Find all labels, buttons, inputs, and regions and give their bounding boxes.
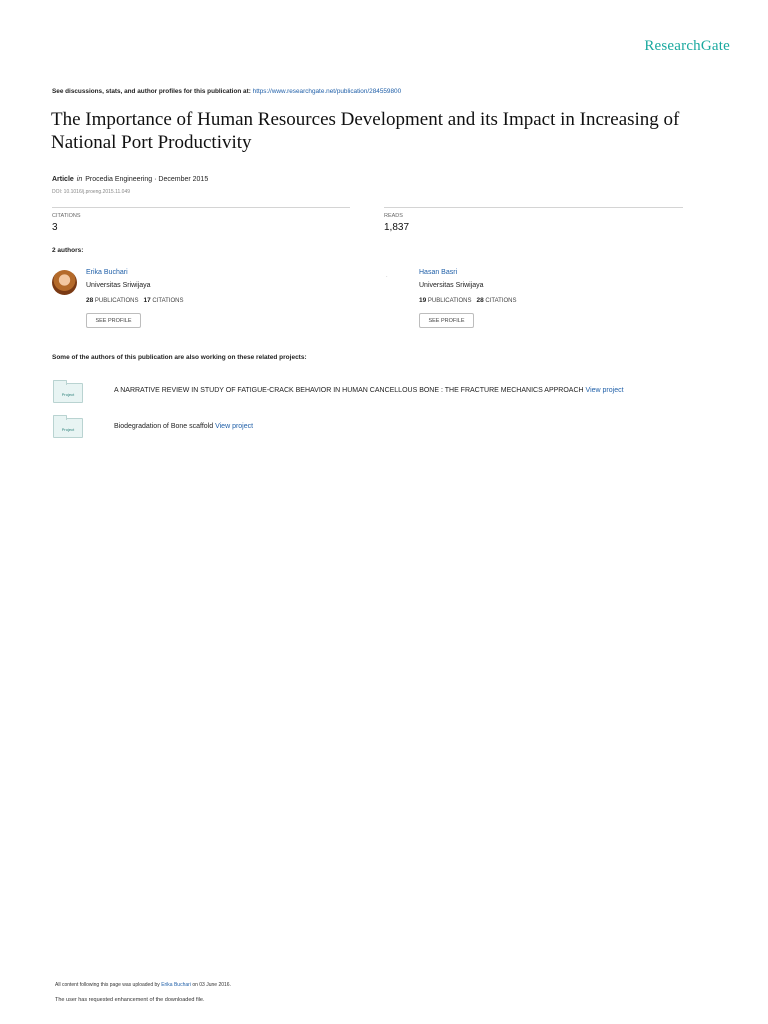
reads-divider — [384, 207, 683, 208]
publication-title: The Importance of Human Resources Development and its Impact in Increasing of National Port Productivity — [51, 109, 680, 153]
publications-count: 19 — [419, 297, 427, 304]
discussion-line — [52, 88, 401, 95]
view-project-link[interactable]: View project — [215, 423, 254, 430]
project-title: Biodegradation of Bone scaffold — [114, 423, 214, 430]
article-type: Article — [52, 176, 74, 183]
upload-note — [55, 982, 231, 988]
see-profile-button[interactable]: SEE PROFILE — [419, 313, 474, 328]
related-projects-label: Some of the authors of this publication are also working on these related projects: — [52, 354, 307, 361]
project-icon-label: Project — [61, 427, 75, 432]
uploader-link[interactable]: Erika Buchari — [161, 982, 191, 988]
project-title: A NARRATIVE REVIEW IN STUDY OF FATIGUE-CRACK BEHAVIOR IN HUMAN CANCELLOUS BONE : THE FRACTURE MECHANICS APPROACH — [114, 387, 584, 394]
discussion-text: See discussions, stats, and author profiles for this publication at: — [52, 88, 251, 95]
publication-link[interactable]: https://www.researchgate.net/publication/284559800 — [252, 88, 402, 95]
project-item — [114, 387, 624, 394]
researchgate-logo: ResearchGate — [644, 38, 730, 54]
author-stats — [419, 297, 517, 304]
upload-prefix: All content following this page was uploaded by — [55, 982, 160, 988]
publications-count: 28 — [86, 297, 94, 304]
citations-count: 28 — [476, 297, 484, 304]
citations-count: 17 — [143, 297, 151, 304]
in-word: in — [76, 176, 83, 183]
citations-label: CITATIONS — [485, 298, 517, 304]
project-folder-icon — [53, 418, 83, 438]
author-institution: Universitas Sriwijaya — [419, 282, 484, 289]
reads-value: 1,837 — [384, 222, 410, 233]
publication-meta — [52, 176, 208, 183]
journal-date: Procedia Engineering · December 2015 — [85, 176, 209, 183]
view-project-link[interactable]: View project — [585, 387, 624, 394]
author-stats — [86, 297, 184, 304]
citations-label: CITATIONS — [52, 213, 81, 219]
authors-label: 2 authors: — [52, 247, 84, 254]
author-name[interactable]: Hasan Basri — [419, 269, 458, 276]
project-folder-icon — [53, 383, 83, 403]
publications-label: PUBLICATIONS — [427, 298, 472, 304]
citations-value: 3 — [52, 222, 58, 233]
author-name[interactable]: Erika Buchari — [86, 269, 128, 276]
avatar-dot: · — [386, 274, 388, 280]
project-item — [114, 423, 253, 430]
reads-label: READS — [384, 213, 403, 219]
publications-label: PUBLICATIONS — [94, 298, 139, 304]
author-avatar[interactable] — [52, 270, 77, 295]
citations-divider — [52, 207, 350, 208]
doi: DOI: 10.1016/j.proeng.2015.11.049 — [52, 189, 131, 195]
enhancement-note: The user has requested enhancement of the downloaded file. — [55, 997, 205, 1003]
see-profile-button[interactable]: SEE PROFILE — [86, 313, 141, 328]
upload-suffix: on 03 June 2016. — [192, 982, 231, 988]
author-institution: Universitas Sriwijaya — [86, 282, 151, 289]
project-icon-label: Project — [61, 392, 75, 397]
citations-label: CITATIONS — [152, 298, 184, 304]
author-avatar-placeholder[interactable] — [386, 270, 411, 295]
